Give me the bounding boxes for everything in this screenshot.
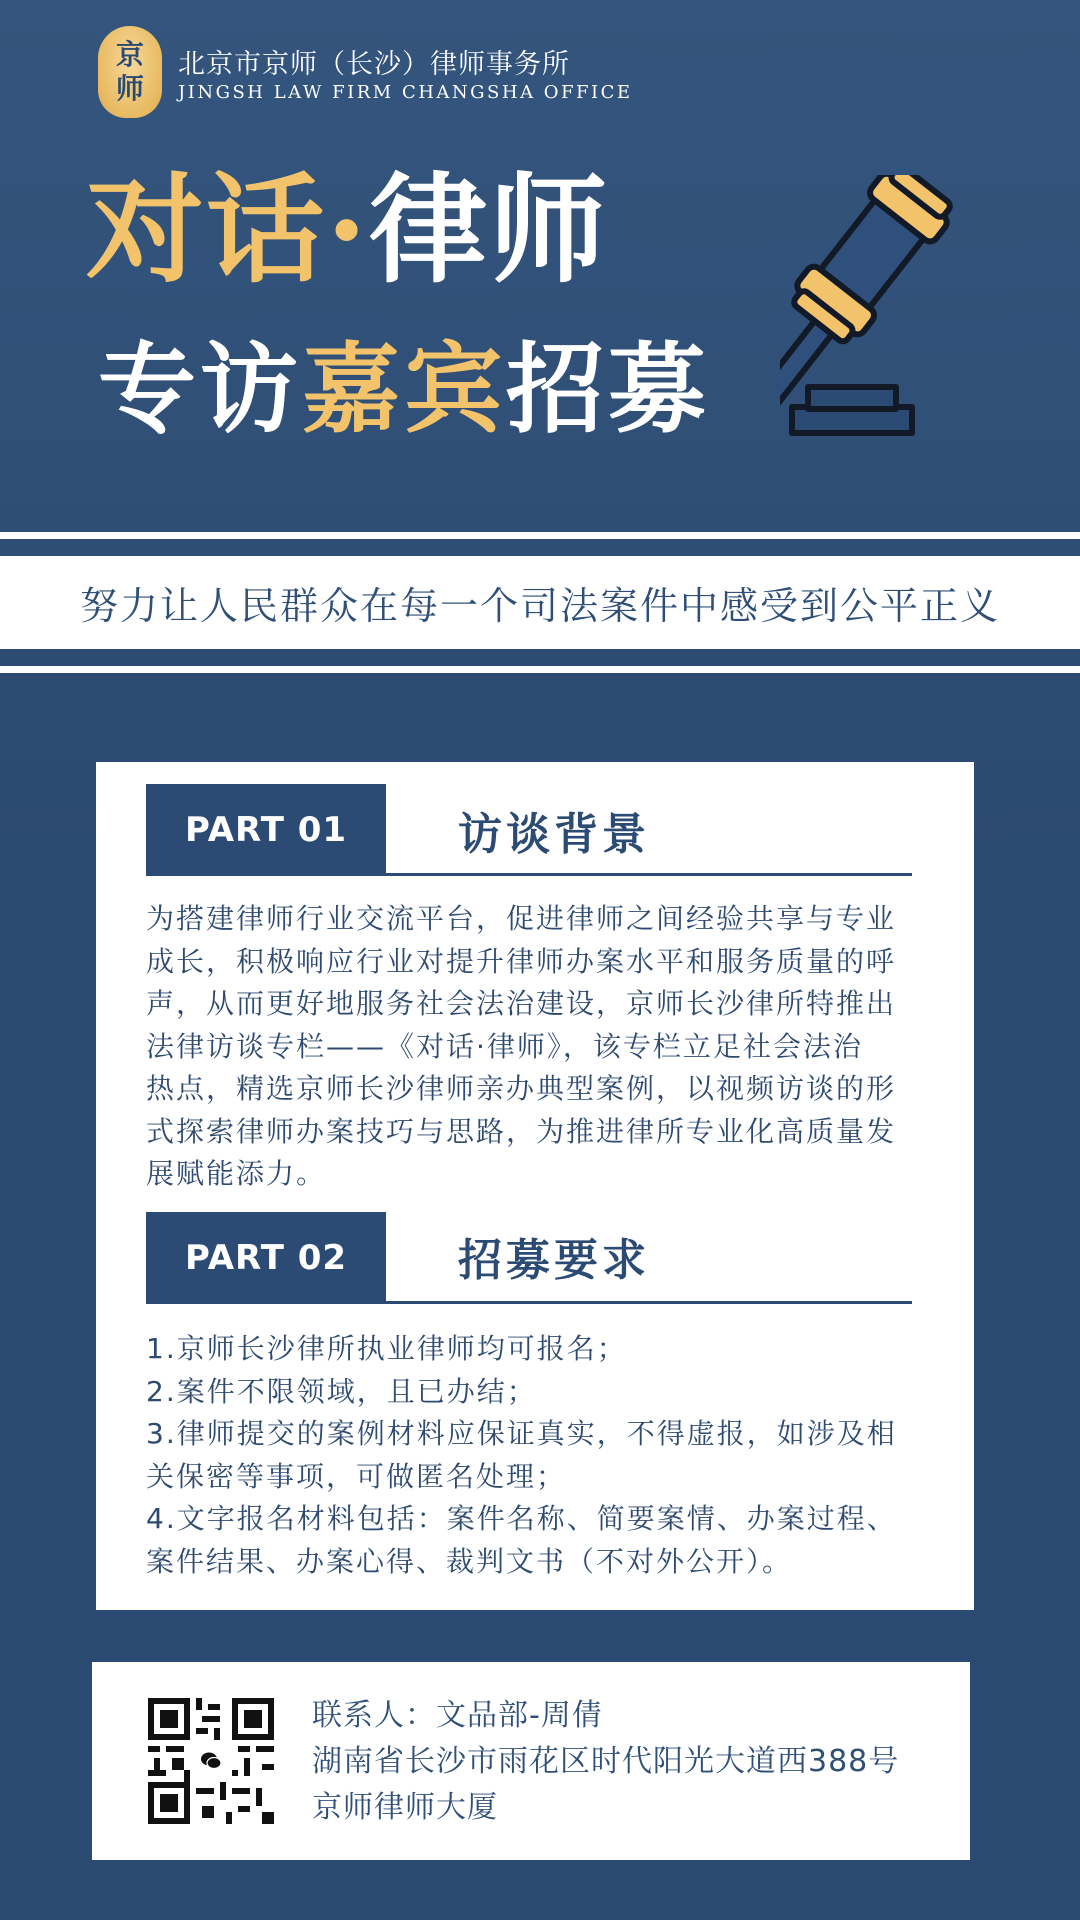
part-02-body: 1.京师长沙律所执业律师均可报名； 2.案件不限领域，且已办结； 3.律师提交的案例材料应保证真实，不得虚报，如涉及相 关保密等事项，可做匿名处理； 4.文字报名材料包括：案件名称、简要案情、办案过程、 案件结果、办案心得、裁判文书（不对外公开）。 [146,1332,897,1578]
wechat-icon [198,1748,224,1774]
logo-char-1: 京 [115,38,144,71]
part-02-tag: PART 02 [146,1212,386,1304]
subtitle-recruit: 招募 [506,332,711,447]
band-top-line [0,532,1080,539]
slogan-band [0,556,1080,649]
contact-address-line2: 京师律师大厦 [312,1790,498,1825]
sub-title [98,330,710,450]
part-02-rule [386,1301,912,1304]
part-01-rule [386,873,912,876]
title-dialogue: 对话· [86,160,370,299]
contact-address-line1: 湖南省长沙市雨花区时代阳光大道西388号 [312,1744,900,1779]
part-01-title: 访谈背景 [458,809,650,860]
contact-person: 联系人：文品部-周倩 [312,1698,603,1733]
firm-name-cn: 北京市京师（长沙）律师事务所 [178,49,570,80]
band-bottom-line [0,666,1080,673]
part-02-title: 招募要求 [458,1235,650,1286]
slogan-text: 努力让人民群众在每一个司法案件中感受到公平正义 [79,584,1000,628]
subtitle-interview: 专访 [98,332,303,447]
gavel-icon [780,175,1050,455]
firm-logo [98,26,162,118]
part-01-tag: PART 01 [146,784,386,876]
subtitle-guest: 嘉宾 [302,332,507,447]
content-card [96,762,974,1610]
contact-card [92,1662,970,1860]
title-lawyer: 律师 [369,160,610,299]
main-title [86,160,609,300]
part-01-body: 为搭建律师行业交流平台，促进律师之间经验共享与专业 成长，积极响应行业对提升律师办案水平和服务质量的呼 声，从而更好地服务社会法治建设，京师长沙律所特推出 法律访谈专栏——《对话·律师》，该专栏立足社会法治 热点，精选京师长沙律师亲办典型案例，以视频访谈的形 式探索律师办案技巧与思路，为推进律所专业化高质量发 展赋能添力。 [146,902,897,1190]
logo-char-2: 师 [115,72,144,105]
firm-name-en: JINGSH LAW FIRM CHANGSHA OFFICE [178,82,633,103]
